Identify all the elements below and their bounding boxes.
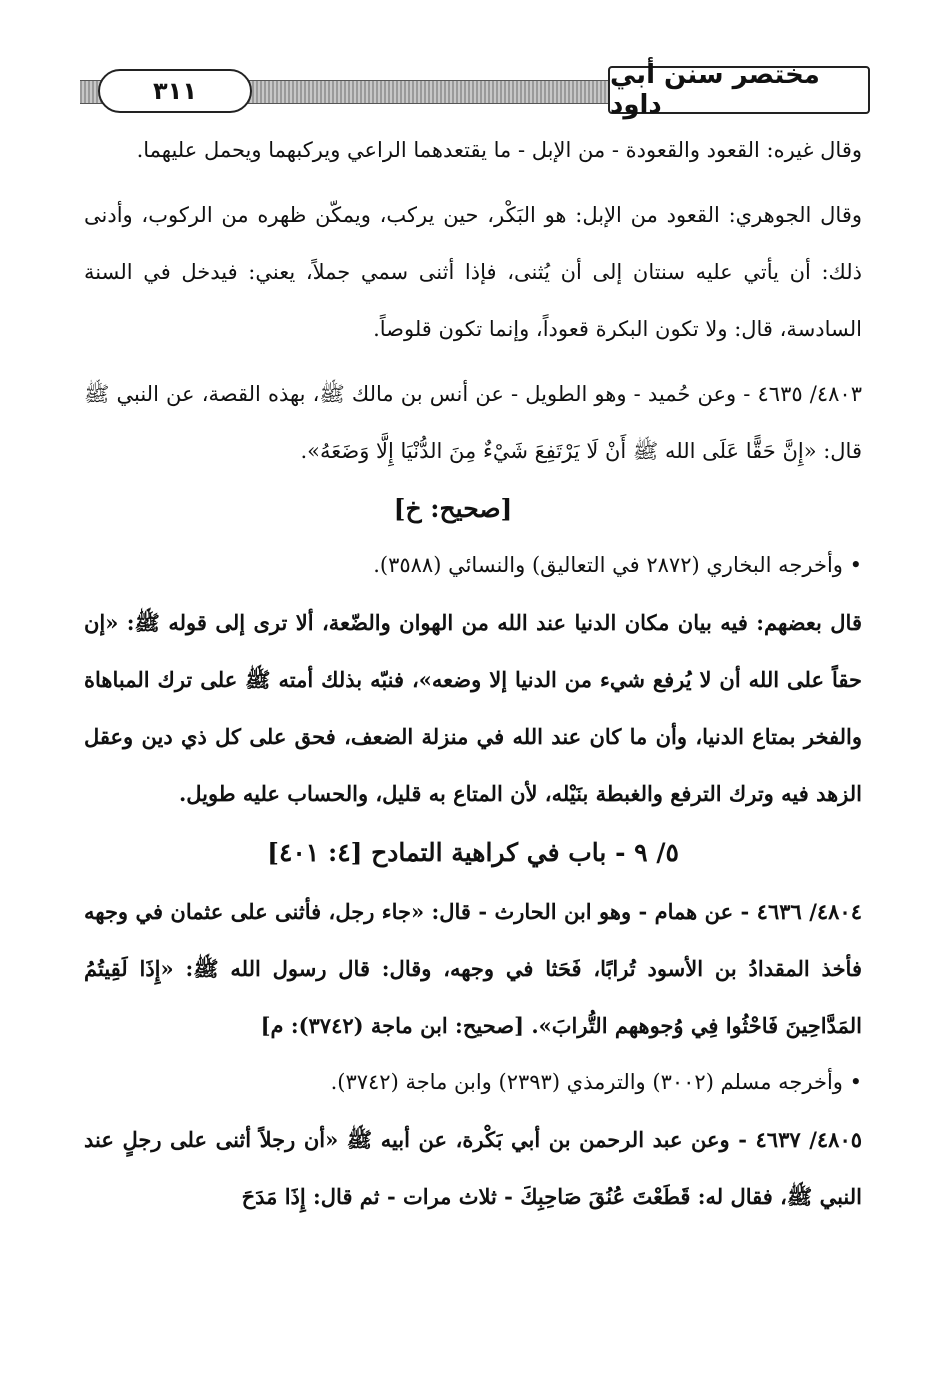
paragraph: وقال الجوهري: القعود من الإبل: هو البَكْر، حين يركب، ويمكّن ظهره من الركوب، وأدنى ذلك: أن يأتي عليه سنتان إلى أن يُثنى، فإذا أثنى سمي جملاً، يعني: فيدخل في السنة السادسة، قال: ولا تكون البكرة قعوداً، وإنما تكون قلوصاً. <box>84 203 862 341</box>
hadith-grade: [صحيح: خ] <box>393 494 513 523</box>
book-title: مختصر سنن أبي داود <box>608 66 870 114</box>
commentary-paragraph: قال بعضهم: فيه بيان مكان الدنيا عند الله من الهوان والضّعة، ألا ترى إلى قوله ﷺ: «إن حقاً على الله أن لا يُرفع شيء من الدنيا إلا وضعه»، فنبّه بذلك أمته ﷺ على ترك المباهاة والفخر بمتاع الدنيا، وأن ما كان عند الله في منزلة الضعف، فحق على كل ذي دين وعقل الزهد فيه وترك الترفع والغبطة بنَيْله، لأن المتاع به قليل، والحساب عليه طويل. <box>84 610 862 806</box>
takhrij-note: • وأخرجه البخاري (٢٨٧٢ في التعاليق) والنسائي (٣٥٨٨). <box>373 553 862 577</box>
hadith-paragraph: ٤٨٠٥/ ٤٦٣٧ - وعن عبد الرحمن بن أبي بَكْرة، عن أبيه ﷺ «أن رجلاً أثنى على رجلٍ عند النبي ﷺ، فقال له: قَطَعْتَ عُنُقَ صَاحِبِكَ - ثلاث مرات - ثم قال: إِذَا مَدَحَ <box>84 1127 863 1209</box>
hadith-paragraph: ٤٨٠٣/ ٤٦٣٥ - وعن حُميد - وهو الطويل - عن أنس بن مالك ﷺ، بهذه القصة، عن النبي ﷺ قال: «إِنَّ حَقًّا عَلَى الله ﷺ أَنْ لَا يَرْتَفِعَ شَيْءٌ مِنَ الدُّنْيَا إِلَّا وَضَعَهُ». <box>84 382 862 463</box>
takhrij-note: • وأخرجه مسلم (٣٠٠٢) والترمذي (٢٣٩٣) وابن ماجة (٣٧٤٢). <box>330 1070 862 1094</box>
hadith-paragraph: ٤٨٠٤/ ٤٦٣٦ - عن همام - وهو ابن الحارث - قال: «جاء رجل، فأثنى على عثمان في وجهه فأخذ المقدادُ بن الأسود تُرابًا، فَحَثا في وجهه، وقال: قال رسول الله ﷺ: «إِذَا لَقِيتُمُ المَدَّاحِينَ فَاحْثُوا فِي وُجوههم التُّرابَ». [صحيح: ابن ماجة (٣٧٤٢): م] <box>84 899 862 1038</box>
running-header <box>80 60 870 120</box>
paragraph: وقال غيره: القعود والقعودة - من الإبل - ما يقتعدهما الراعي ويركبهما ويحمل عليهما. <box>136 138 862 162</box>
chapter-heading: ٥/ ٩ - باب في كراهية التمادح [٤: ٤٠١] <box>267 838 679 867</box>
page-body <box>84 122 862 1225</box>
page-number: ٣١١ <box>98 69 252 113</box>
